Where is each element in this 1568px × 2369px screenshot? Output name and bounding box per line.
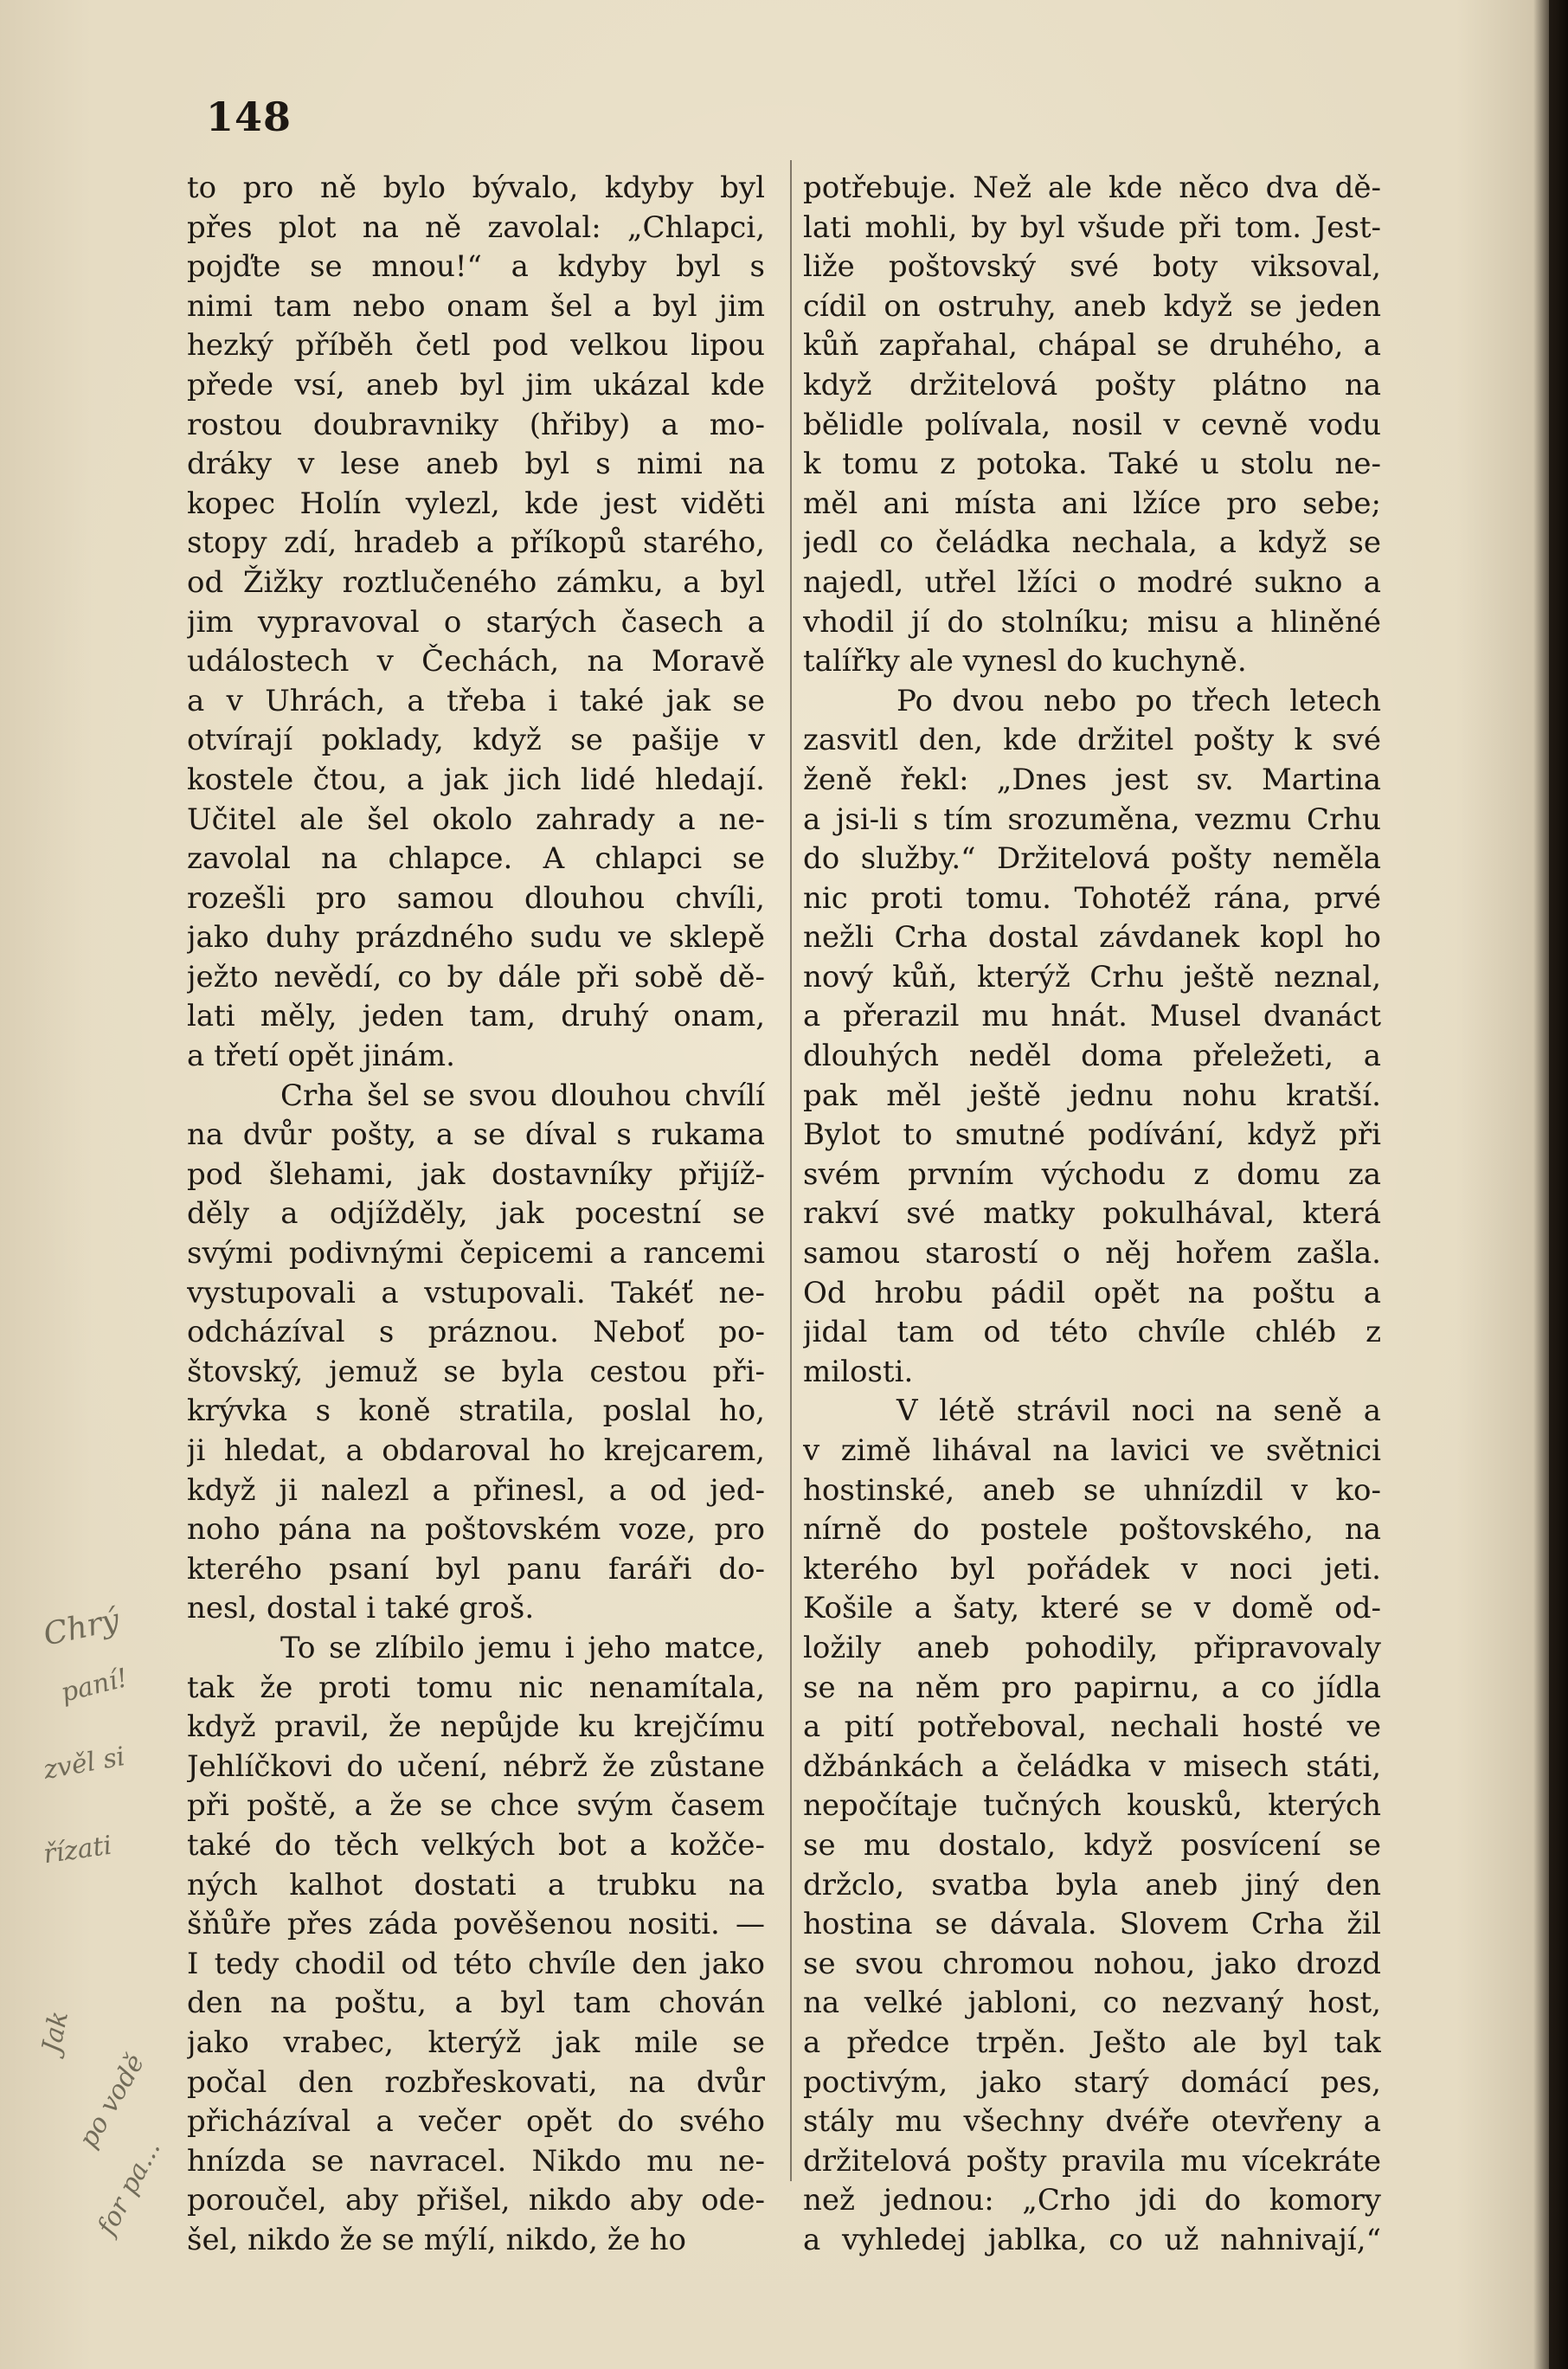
text-line: hostina se dávala. Slovem Crha žil: [803, 1907, 1381, 1942]
text-line: na velké jabloni, co nezvaný host,: [803, 1986, 1381, 2021]
text-line: potřebuje. Než ale kde něco dva dě-: [803, 171, 1381, 205]
text-line: ji hledat, a obdaroval ho krejcarem,: [187, 1433, 765, 1468]
text-line: nepočítaje tučných kousků, kterých: [803, 1788, 1381, 1824]
text-line: kostele čtou, a jak jich lidé hledají.: [187, 762, 765, 797]
text-line: vystupovali a vstupovali. Takéť ne-: [187, 1275, 765, 1310]
text-line: I tedy chodil od této chvíle den jako: [187, 1946, 765, 1981]
text-line: Bylot to smutné podívání, když při: [803, 1117, 1381, 1153]
text-line: dráky v lese aneb byl s nimi na: [187, 447, 765, 482]
text-line: pojďte se mnou!“ a kdyby byl s: [187, 249, 765, 285]
text-line: najedl, utřel lžíci o modré sukno a: [803, 564, 1381, 600]
text-line: šel, nikdo že se mýlí, nikdo, že ho: [187, 2222, 686, 2257]
text-line: a jsi-li s tím srozuměna, vezmu Crhu: [803, 801, 1381, 837]
text-line: jedl co čeládka nechala, a když se: [803, 525, 1381, 561]
text-line: do služby.“ Držitelová pošty neměla: [803, 841, 1381, 877]
text-line: Jehlíčkovi do učení, nébrž že zůstane: [187, 1748, 765, 1784]
text-line: Od hrobu pádil opět na poštu a: [803, 1275, 1381, 1310]
text-line: děly a odjížděly, jak pocestní se: [187, 1196, 765, 1232]
text-line: rostou doubravniky (hřiby) a mo-: [187, 407, 765, 442]
text-line: se svou chromou nohou, jako drozd: [803, 1946, 1381, 1981]
text-line: událostech v Čechách, na Moravě: [187, 644, 765, 679]
margin-note: zvěl si: [41, 1741, 127, 1786]
margin-note: for pa...: [92, 2134, 167, 2241]
text-line: přede vsí, aneb byl jim ukázal kde: [187, 367, 765, 402]
text-line: a předce trpěn. Ješto ale byl tak: [803, 2025, 1381, 2060]
text-line: ných kalhot dostati a trubku na: [187, 1867, 765, 1902]
text-line: hostinské, aneb se uhnízdil v ko-: [803, 1472, 1381, 1508]
text-line: nesl, dostal i také groš.: [187, 1591, 535, 1626]
text-line: a přerazil mu hnát. Musel dvanáct: [803, 999, 1381, 1034]
text-line: Po dvou nebo po třech letech: [896, 683, 1381, 718]
text-line: dlouhých neděl doma přeležeti, a: [803, 1039, 1381, 1074]
text-line: a pití potřeboval, nechali hosté ve: [803, 1709, 1381, 1745]
text-line: hnízda se navracel. Nikdo mu ne-: [187, 2143, 765, 2179]
text-line: svém prvním východu z domu za: [803, 1156, 1381, 1192]
text-line: nový kůň, kterýž Crhu ještě neznal,: [803, 959, 1381, 995]
margin-note: řízati: [41, 1830, 114, 1870]
text-line: k tomu z potoka. Také u stolu ne-: [803, 447, 1381, 482]
text-line: vhodil jí do stolníku; misu a hliněné: [803, 604, 1381, 640]
text-line: stály mu všechny dvéře otevřeny a: [803, 2104, 1381, 2140]
text-line: štovský, jemuž se byla cestou při-: [187, 1354, 765, 1389]
text-line: cídil on ostruhy, aneb když se jeden: [803, 288, 1381, 324]
text-line: To se zlíbilo jemu i jeho matce,: [280, 1630, 765, 1665]
text-line: svými podivnými čepicemi a rancemi: [187, 1236, 765, 1271]
text-line: šňůře přes záda pověšenou nositi. —: [187, 1907, 765, 1942]
text-line: den na poštu, a byl tam chován: [187, 1986, 765, 2021]
text-line: když pravil, že nepůjde ku krejčímu: [187, 1709, 765, 1745]
text-line: V létě strávil noci na seně a: [896, 1394, 1381, 1429]
text-line: džbánkách a čeládka v misech státi,: [803, 1748, 1381, 1784]
text-line: nimi tam nebo onam šel a byl jim: [187, 288, 765, 324]
text-line: to pro ně bylo bývalo, kdyby byl: [187, 171, 765, 205]
text-line: kůň zapřahal, chápal se druhého, a: [803, 328, 1381, 364]
right-text-column: [803, 169, 1381, 2257]
text-line: nic proti tomu. Tohotéž rána, prvé: [803, 880, 1381, 916]
text-line: držclo, svatba byla aneb jiný den: [803, 1867, 1381, 1902]
text-line: rakví své matky pokulhával, která: [803, 1196, 1381, 1232]
text-line: Crha šel se svou dlouhou chvílí: [280, 1078, 765, 1113]
text-line: zavolal na chlapce. A chlapci se: [187, 841, 765, 877]
column-divider: [790, 160, 792, 2181]
text-line: Košile a šaty, které se v domě od-: [803, 1591, 1381, 1626]
text-line: noho pána na poštovském voze, pro: [187, 1512, 765, 1548]
page-number: 148: [206, 93, 292, 140]
text-line: pod šlehami, jak dostavníky přijíž-: [187, 1156, 765, 1192]
text-line: jim vypravoval o starých časech a: [187, 604, 765, 640]
text-line: otvírají poklady, když se pašije v: [187, 723, 765, 758]
text-line: kopec Holín vylezl, kde jest viděti: [187, 486, 765, 521]
margin-note: Chrý: [40, 1602, 123, 1653]
text-line: a třetí opět jinám.: [187, 1039, 455, 1074]
text-line: a v Uhrách, a třeba i také jak se: [187, 683, 765, 718]
text-line: na dvůr pošty, a se díval s rukama: [187, 1117, 765, 1153]
handwritten-margin-notes: [26, 1584, 182, 2242]
text-line: jidal tam od této chvíle chléb z: [803, 1315, 1381, 1350]
text-line: se mu dostalo, když posvícení se: [803, 1827, 1381, 1863]
text-line: pak měl ještě jednu nohu kratší.: [803, 1078, 1381, 1113]
text-line: talířky ale vynesl do kuchyně.: [803, 644, 1247, 679]
text-line: počal den rozbřeskovati, na dvůr: [187, 2064, 765, 2100]
text-line: stopy zdí, hradeb a příkopů starého,: [187, 525, 765, 561]
margin-note: paní!: [57, 1663, 132, 1709]
book-gutter-shadow: [1533, 0, 1568, 2369]
text-line: jako duhy prázdného sudu ve sklepě: [187, 920, 765, 956]
text-line: liže poštovský své boty viksoval,: [803, 249, 1381, 285]
text-line: v zimě lihával na lavici ve světnici: [803, 1433, 1381, 1468]
text-line: hezký příběh četl pod velkou lipou: [187, 328, 765, 364]
text-line: kterého byl pořádek v noci jeti.: [803, 1551, 1381, 1587]
text-line: rozešli pro samou dlouhou chvíli,: [187, 880, 765, 916]
text-line: samou starostí o něj hořem zašla.: [803, 1236, 1381, 1271]
text-line: krývka s koně stratila, poslal ho,: [187, 1394, 765, 1429]
text-line: držitelová pošty pravila mu vícekráte: [803, 2143, 1381, 2179]
text-line: lati mohli, by byl všude při tom. Jest-: [803, 209, 1381, 245]
text-line: když ji nalezl a přinesl, a od jed-: [187, 1472, 765, 1508]
text-line: když držitelová pošty plátno na: [803, 367, 1381, 402]
text-line: přicházíval a večer opět do svého: [187, 2104, 765, 2140]
text-line: poctivým, jako starý domácí pes,: [803, 2064, 1381, 2100]
text-line: odcházíval s práznou. Neboť po-: [187, 1315, 765, 1350]
text-line: jako vrabec, kterýž jak mile se: [187, 2025, 765, 2060]
text-line: milosti.: [803, 1354, 914, 1389]
text-line: měl ani místa ani lžíce pro sebe;: [803, 486, 1381, 521]
text-line: poroučel, aby přišel, nikdo aby ode-: [187, 2183, 765, 2218]
text-line: při poště, a že se chce svým časem: [187, 1788, 765, 1824]
text-line: bělidle polívala, nosil v cevně vodu: [803, 407, 1381, 442]
left-text-column: [187, 169, 765, 2257]
text-line: přes plot na ně zavolal: „Chlapci,: [187, 209, 765, 245]
text-line: lati měly, jeden tam, druhý onam,: [187, 999, 765, 1034]
text-line: ložily aneb pohodily, připravovaly: [803, 1630, 1381, 1665]
text-line: tak že proti tomu nic nenamítala,: [187, 1670, 765, 1705]
text-line: a vyhledej jablka, co už nahnivají,“: [803, 2222, 1381, 2257]
text-line: ženě řekl: „Dnes jest sv. Martina: [803, 762, 1381, 797]
text-line: zasvitl den, kde držitel pošty k své: [803, 723, 1381, 758]
text-line: nírně do postele poštovského, na: [803, 1512, 1381, 1548]
text-line: kterého psaní byl panu faráři do-: [187, 1551, 765, 1587]
text-line: Učitel ale šel okolo zahrady a ne-: [187, 801, 765, 837]
text-line: se na něm pro papirnu, a co jídla: [803, 1670, 1381, 1705]
text-line: nežli Crha dostal závdanek kopl ho: [803, 920, 1381, 956]
text-line: od Žižky roztlučeného zámku, a byl: [187, 564, 765, 600]
text-line: než jednou: „Crho jdi do komory: [803, 2183, 1381, 2218]
margin-note: Jak: [35, 2008, 75, 2056]
margin-note: po vodě: [73, 2049, 151, 2153]
text-line: také do těch velkých bot a kožče-: [187, 1827, 765, 1863]
text-line: ježto nevědí, co by dále při sobě dě-: [187, 959, 765, 995]
